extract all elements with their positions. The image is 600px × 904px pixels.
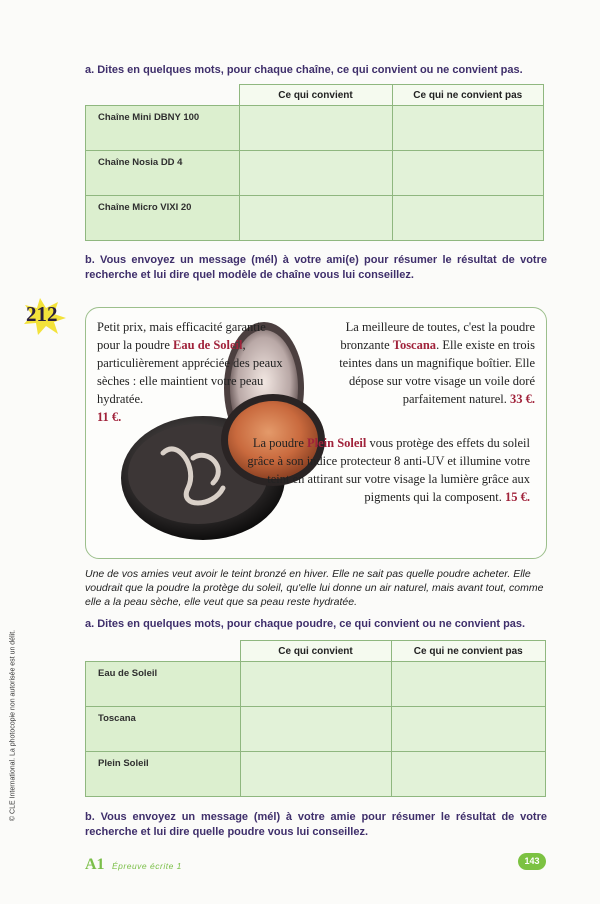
- row-label: Plein Soleil: [86, 752, 241, 797]
- footer-title: Épreuve écrite 1: [112, 861, 182, 871]
- ad-text: . Elle existe en trois teintes dans un magnifique boîtier. Elle dépose sur votre visage un voile doré parfaitement naturel.: [339, 338, 535, 406]
- answer-cell[interactable]: [240, 707, 391, 752]
- answer-cell[interactable]: [391, 707, 546, 752]
- answer-cell[interactable]: [240, 662, 391, 707]
- price-toscana: 33 €.: [510, 392, 535, 406]
- row-label: Eau de Soleil: [86, 662, 241, 707]
- col-header-ne-convient: Ce qui ne convient pas: [391, 641, 546, 662]
- row-label: Chaîne Mini DBNY 100: [86, 106, 240, 151]
- answer-cell[interactable]: [391, 662, 546, 707]
- table-corner: [86, 85, 240, 106]
- question-b-poudre: b. Vous envoyez un message (mél) à votre amie pour résumer le résultat de votre recherche et lui dire quelle poudre vous lui conseillez.: [85, 811, 547, 838]
- answer-cell[interactable]: [239, 196, 392, 241]
- scenario-intro: Une de vos amies veut avoir le teint bronzé en hiver. Elle ne sait pas quelle poudre acheter. Elle voudrait que la poudre la protège du soleil, qu'elle lui donne un air naturel, mais avant tout, comme elle a la peau sèche, elle veut que sa peau reste hydratée.: [85, 568, 544, 608]
- exercise-number-badge: [22, 296, 68, 336]
- ad-eau-de-soleil: [97, 318, 287, 426]
- poudre-table: [85, 640, 546, 797]
- ad-text: Petit prix, mais efficacité garantie pour la poudre: [97, 320, 266, 352]
- col-header-ne-convient: Ce qui ne convient pas: [392, 85, 544, 106]
- exercise-number: 212: [26, 302, 58, 326]
- ad-text: , particulièrement appréciée des peaux sèches : elle maintient votre peau hydratée.: [97, 338, 283, 406]
- ad-text: La poudre: [252, 436, 307, 450]
- row-label: Chaîne Micro VIXI 20: [86, 196, 240, 241]
- ad-plein-soleil: [247, 434, 530, 506]
- price-eau-de-soleil: 11 €.: [97, 410, 122, 424]
- answer-cell[interactable]: [239, 106, 392, 151]
- question-a-poudre: a. Dites en quelques mots, pour chaque poudre, ce qui convient ou ne convient pas.: [85, 618, 526, 630]
- question-b-chaine: b. Vous envoyez un message (mél) à votre ami(e) pour résumer le résultat de votre recherche et lui dire quel modèle de chaîne vous lui conseillez.: [85, 254, 547, 281]
- question-a-chaine: a. Dites en quelques mots, pour chaque chaîne, ce qui convient ou ne convient pas.: [85, 64, 523, 76]
- answer-cell[interactable]: [392, 106, 544, 151]
- answer-cell[interactable]: [240, 752, 391, 797]
- product-name-plein-soleil: Plein Soleil: [307, 436, 367, 450]
- answer-cell[interactable]: [239, 151, 392, 196]
- answer-cell[interactable]: [391, 752, 546, 797]
- ad-toscana: [313, 318, 535, 408]
- row-label: Chaîne Nosia DD 4: [86, 151, 240, 196]
- copyright-notice: © CLE International. La photocopie non autorisée est un délit.: [9, 629, 17, 822]
- footer-section: A1: [85, 856, 105, 873]
- product-name-eau-de-soleil: Eau de Soleil: [173, 338, 243, 352]
- col-header-convient: Ce qui convient: [240, 641, 391, 662]
- price-plein-soleil: 15 €.: [505, 490, 530, 504]
- page-number: 143: [518, 853, 546, 870]
- row-label: Toscana: [86, 707, 241, 752]
- product-name-toscana: Toscana: [392, 338, 437, 352]
- chaine-table: [85, 84, 544, 241]
- col-header-convient: Ce qui convient: [239, 85, 392, 106]
- answer-cell[interactable]: [392, 196, 544, 241]
- ad-text: vous protège des effets du soleil grâce à son indice protecteur 8 anti-UV et illumine votre teint en attirant sur votre visage la lumière grâce aux pigments qui la composent.: [247, 436, 530, 504]
- ad-text: La meilleure de toutes, c'est la poudre bronzante: [340, 320, 535, 352]
- table-corner: [86, 641, 241, 662]
- answer-cell[interactable]: [392, 151, 544, 196]
